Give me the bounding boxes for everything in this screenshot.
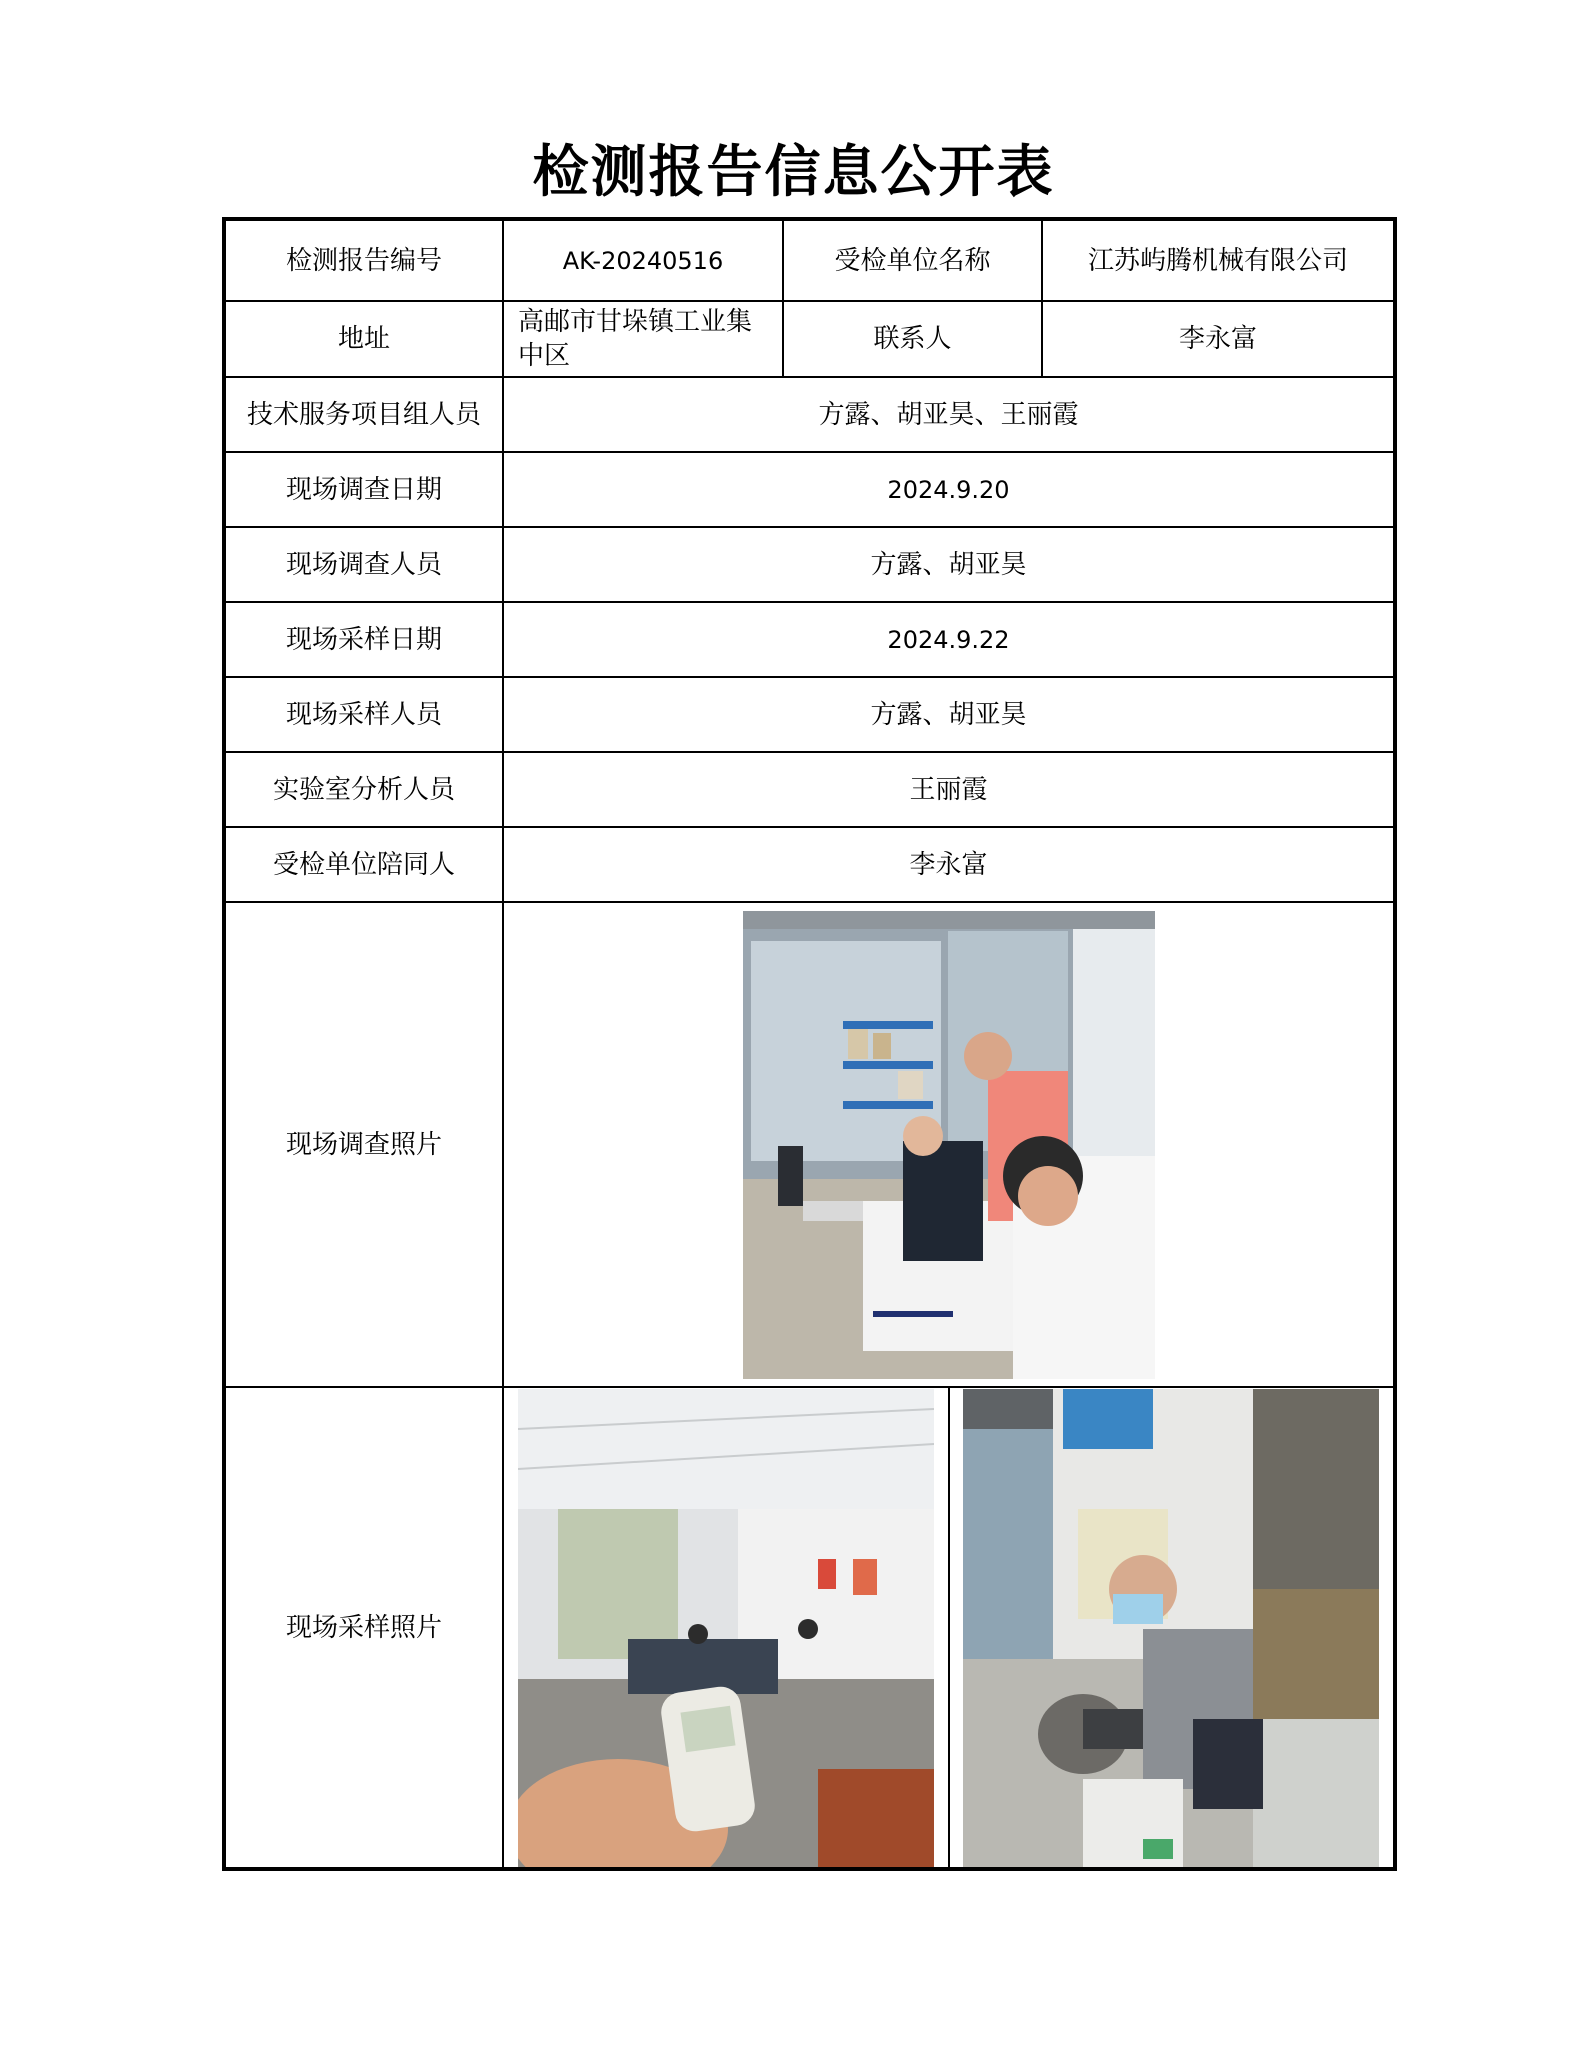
survey-staff-label: 现场调查人员 <box>224 527 503 602</box>
address-value: 高邮市甘垛镇工业集中区 <box>503 301 783 377</box>
survey-date-label: 现场调查日期 <box>224 452 503 527</box>
escort-label: 受检单位陪同人 <box>224 827 503 902</box>
unit-name-label: 受检单位名称 <box>783 219 1042 301</box>
sampling-date-label: 现场采样日期 <box>224 602 503 677</box>
info-table <box>222 217 1397 1871</box>
team-label: 技术服务项目组人员 <box>224 377 503 452</box>
workshop-noise-meter-photo <box>518 1389 934 1867</box>
table-row <box>224 219 1395 301</box>
table-row <box>224 527 1395 602</box>
survey-staff-value: 方露、胡亚昊 <box>503 527 1395 602</box>
table-row <box>224 452 1395 527</box>
sampling-staff-value: 方露、胡亚昊 <box>503 677 1395 752</box>
table-row <box>224 827 1395 902</box>
survey-photo-label: 现场调查照片 <box>224 902 503 1387</box>
sampling-date-value: 2024.9.22 <box>503 602 1395 677</box>
table-row <box>224 752 1395 827</box>
table-row <box>224 902 1395 1387</box>
survey-date-value: 2024.9.20 <box>503 452 1395 527</box>
office-survey-photo <box>743 911 1155 1379</box>
escort-value: 李永富 <box>503 827 1395 902</box>
sampling-photo-left-frame <box>504 1388 948 1867</box>
contact-value: 李永富 <box>1042 301 1395 377</box>
sampling-photo-right-frame <box>948 1388 1394 1867</box>
address-label: 地址 <box>224 301 503 377</box>
lab-staff-value: 王丽霞 <box>503 752 1395 827</box>
team-value: 方露、胡亚昊、王丽霞 <box>503 377 1395 452</box>
survey-photo-cell <box>503 902 1395 1387</box>
table-row <box>224 602 1395 677</box>
sampling-photo-label: 现场采样照片 <box>224 1387 503 1869</box>
report-no-value: AK-20240516 <box>503 219 783 301</box>
table-row <box>224 377 1395 452</box>
sampling-photo-cell <box>503 1387 1395 1869</box>
worker-grinder-photo <box>963 1389 1379 1867</box>
unit-name-value: 江苏屿腾机械有限公司 <box>1042 219 1395 301</box>
contact-label: 联系人 <box>783 301 1042 377</box>
lab-staff-label: 实验室分析人员 <box>224 752 503 827</box>
page-title: 检测报告信息公开表 <box>532 140 1055 205</box>
report-no-label: 检测报告编号 <box>224 219 503 301</box>
table-row <box>224 301 1395 377</box>
sampling-staff-label: 现场采样人员 <box>224 677 503 752</box>
table-row <box>224 677 1395 752</box>
table-row <box>224 1387 1395 1869</box>
